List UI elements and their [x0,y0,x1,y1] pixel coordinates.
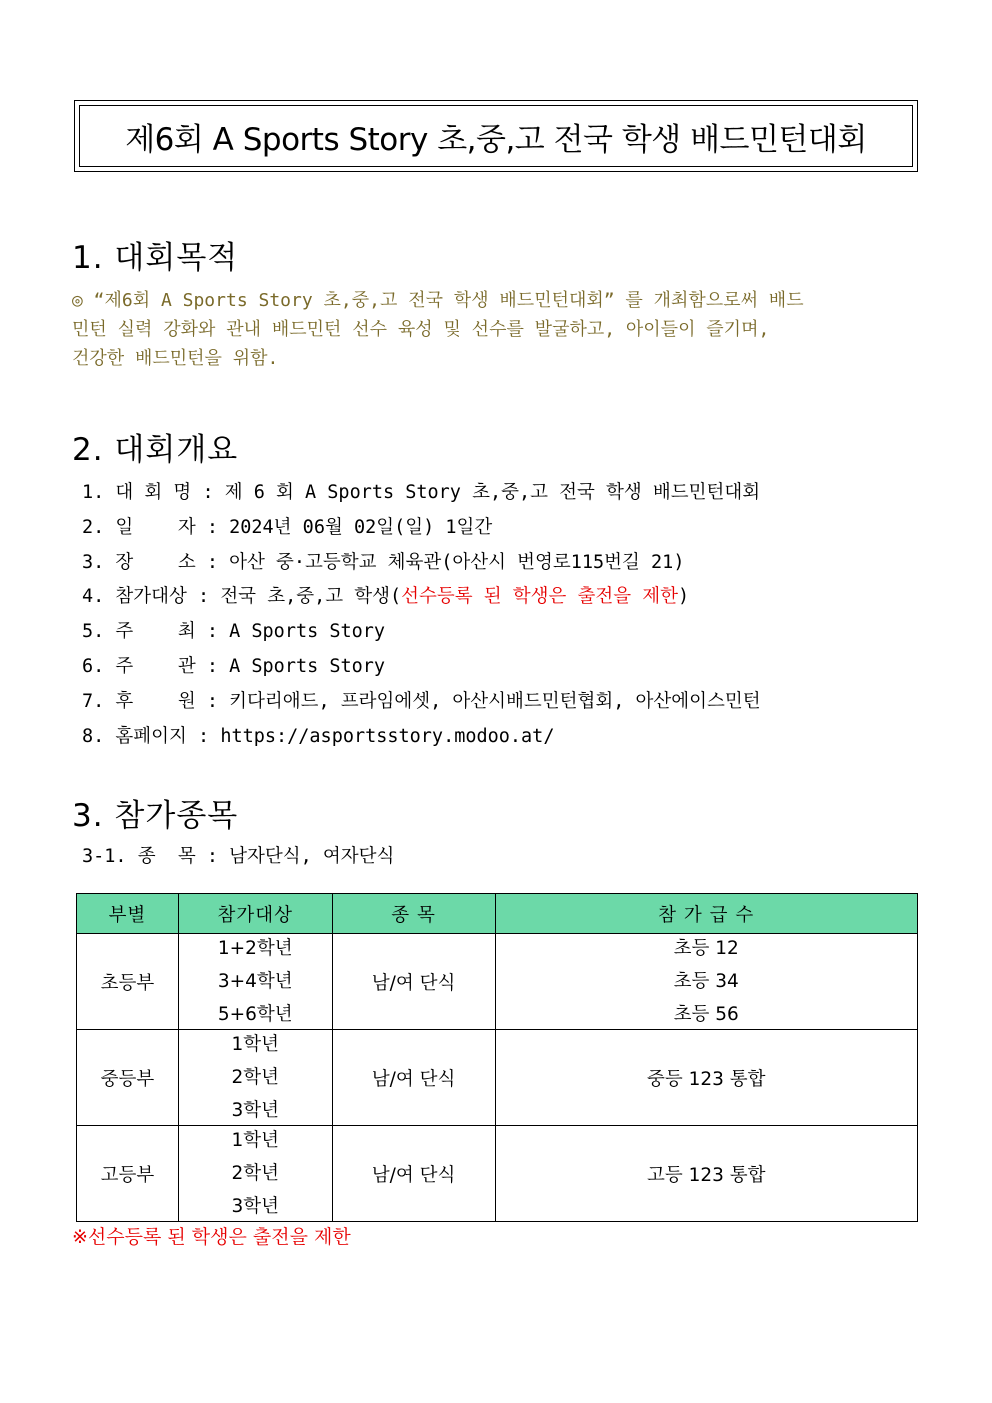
overview-item: 5. 주 최 : A Sports Story [82,621,386,643]
header-event: 종 목 [332,894,495,934]
table-header-row [77,894,918,934]
header-grades: 참 가 급 수 [495,894,918,934]
event-cell: 남/여 단식 [332,1030,495,1126]
overview-item: 2. 일 자 : 2024년 06월 02일(일) 1일간 [82,516,493,538]
homepage-link: https://asportsstory.modoo.at/ [220,725,555,747]
purpose-text [72,286,922,373]
division-cell: 초등부 [77,934,179,1030]
table-row [77,1030,918,1126]
target-cell: 1학년 2학년 3학년 [178,1126,332,1222]
header-target: 참가대상 [178,894,332,934]
overview-item: 6. 주 관 : A Sports Story [82,655,386,677]
overview-list [82,476,761,754]
purpose-line: ◎ “제6회 A Sports Story 초,중,고 전국 학생 배드민턴대회” 를 개최함으로써 배드 [72,290,804,311]
overview-item: 4. 참가대상 : 전국 초,중,고 학생(선수등록 된 학생은 출전을 제한) [82,586,690,608]
overview-item: 1. 대 회 명 : 제 6 회 A Sports Story 초,중,고 전국 학생 배드민턴대회 [82,482,761,503]
section2-heading: 2. 대회개요 [72,432,239,468]
header-division: 부별 [77,894,179,934]
event-cell: 남/여 단식 [332,934,495,1030]
event-subheading: 3-1. 종 목 : 남자단식, 여자단식 [82,846,395,867]
division-cell: 중등부 [77,1030,179,1126]
table-row [77,934,918,1030]
table-row [77,1126,918,1222]
grades-cell: 중등 123 통합 [495,1030,918,1126]
overview-item: 3. 장 소 : 아산 중·고등학교 체육관(아산시 번영로115번길 21) [82,551,685,573]
section1-heading: 1. 대회목적 [72,240,239,276]
restriction-note: ※선수등록 된 학생은 출전을 제한 [72,1226,351,1248]
division-cell: 고등부 [77,1126,179,1222]
target-cell: 1학년 2학년 3학년 [178,1030,332,1126]
purpose-line: 민턴 실력 강화와 관내 배드민턴 선수 육성 및 선수를 발굴하고, 아이들이 즐기며, [72,319,770,340]
section3-heading: 3. 참가종목 [72,798,239,834]
title-box [74,100,918,172]
grades-cell: 초등 12 초등 34 초등 56 [495,934,918,1030]
overview-item: 7. 후 원 : 키다리애드, 프라임에셋, 아산시배드민턴협회, 아산에이스민턴 [82,690,761,712]
event-cell: 남/여 단식 [332,1126,495,1222]
restriction-highlight: 선수등록 된 학생은 출전을 제한 [401,586,678,608]
target-cell: 1+2학년 3+4학년 5+6학년 [178,934,332,1030]
overview-item: 8. 홈페이지 : https://asportsstory.modoo.at/ [82,725,555,747]
events-table [76,893,918,1222]
document-title: 제6회 A Sports Story 초,중,고 전국 학생 배드민턴대회 [79,105,913,167]
purpose-line: 건강한 배드민턴을 위함. [72,348,279,369]
grades-cell: 고등 123 통합 [495,1126,918,1222]
